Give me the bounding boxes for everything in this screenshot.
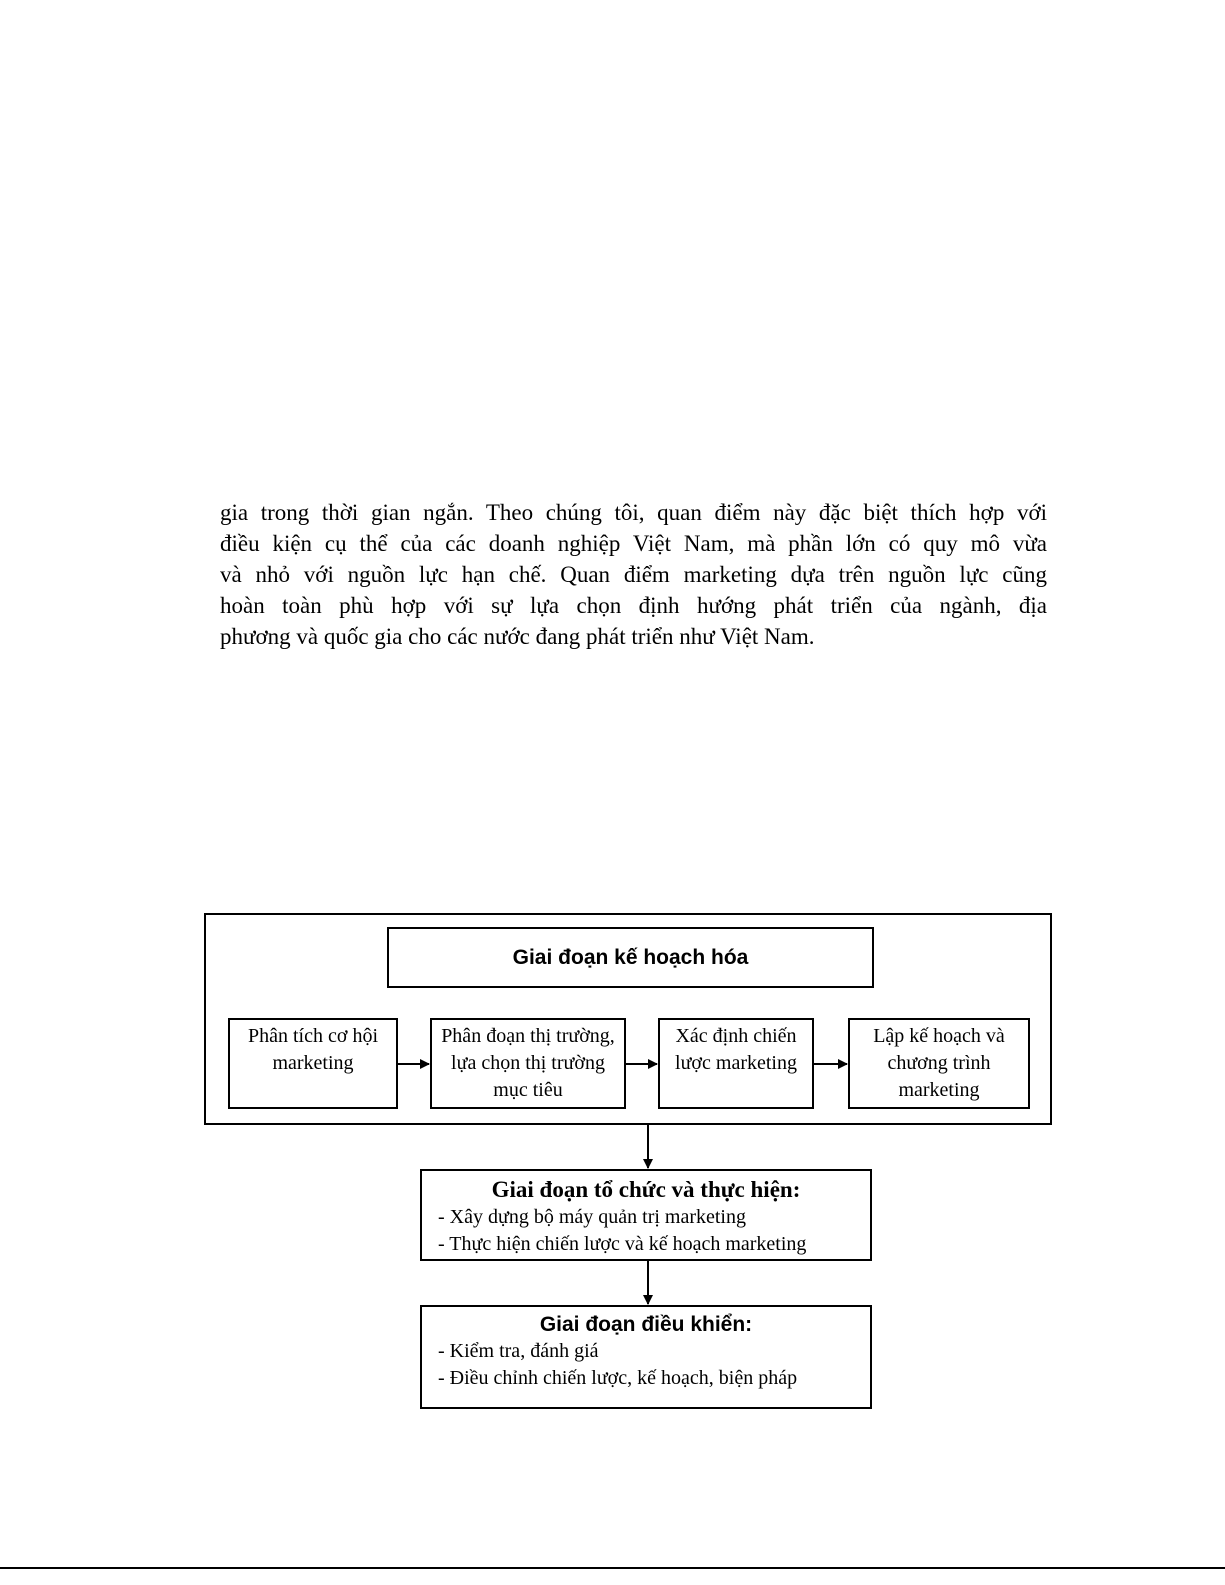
page-bottom-rule: [0, 1567, 1225, 1569]
planning-stage-title: Giai đoạn kế hoạch hóa: [512, 945, 749, 969]
step-box-strategy: [658, 1018, 814, 1109]
planning-stage-title-box: [387, 927, 874, 988]
paragraph-line: và nhỏ với nguồn lực hạn chế. Quan điểm marketing dựa trên nguồn lực cũng: [220, 562, 1047, 587]
step-label: Lập kế hoạch và chương trình marketing: [873, 1025, 1005, 1101]
paragraph-line: hoàn toàn phù hợp với sự lựa chọn định hướng phát triển của ngành, địa: [220, 593, 1047, 618]
control-stage-item: - Kiểm tra, đánh giá: [438, 1340, 599, 1362]
step-label: Phân tích cơ hội marketing: [248, 1025, 378, 1074]
step-box-planning-program: [848, 1018, 1030, 1109]
paragraph-line: phương và quốc gia cho các nước đang phát triển như Việt Nam.: [220, 624, 815, 649]
paragraph-line: gia trong thời gian ngắn. Theo chúng tôi, quan điểm này đặc biệt thích hợp với: [220, 500, 1047, 525]
step-box-market-segmentation: [430, 1018, 626, 1109]
organizing-stage-item: - Xây dựng bộ máy quản trị marketing: [438, 1206, 746, 1228]
organizing-stage-item: - Thực hiện chiến lược và kế hoạch marketing: [438, 1233, 807, 1255]
control-stage-item: - Điều chỉnh chiến lược, kế hoạch, biện pháp: [438, 1367, 798, 1389]
body-paragraph: [220, 497, 1047, 652]
step-label: Xác định chiến lược marketing: [675, 1025, 797, 1074]
organizing-stage-title: Giai đoạn tổ chức và thực hiện:: [491, 1177, 801, 1202]
control-stage-title: Giai đoạn điều khiển:: [539, 1313, 753, 1336]
step-label: Phân đoạn thị trường, lựa chọn thị trường mục tiêu: [441, 1025, 615, 1101]
paragraph-line: điều kiện cụ thể của các doanh nghiệp Việt Nam, mà phần lớn có quy mô vừa: [220, 531, 1047, 556]
step-box-opportunity-analysis: [228, 1018, 398, 1109]
organizing-stage-box: [420, 1169, 872, 1261]
control-stage-box: [420, 1305, 872, 1409]
